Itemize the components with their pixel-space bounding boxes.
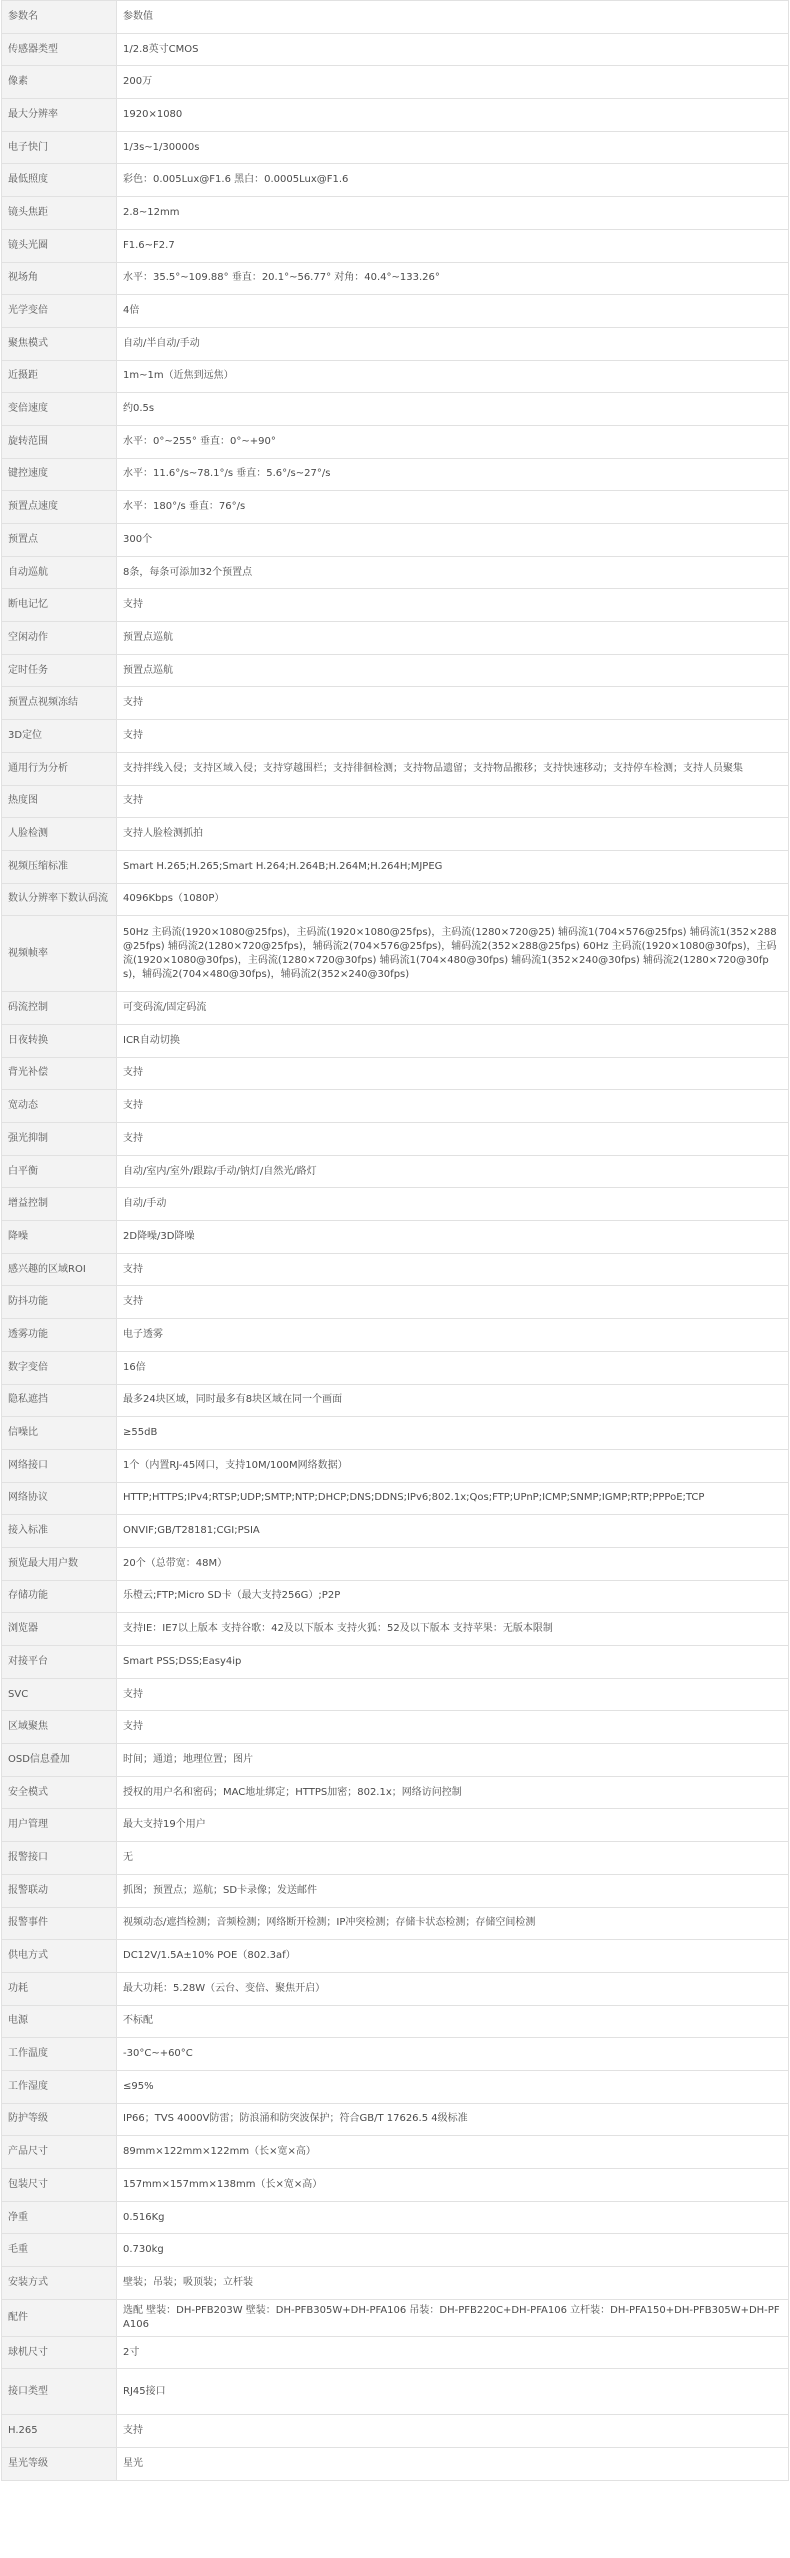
spec-value: ≥55dB [117,1417,789,1450]
spec-name: 防护等级 [2,2103,117,2136]
spec-name: 功耗 [2,1972,117,2005]
spec-row [2,327,789,360]
spec-name: 热度图 [2,785,117,818]
spec-row [2,262,789,295]
spec-row [2,2369,789,2415]
spec-value: 1/3s~1/30000s [117,131,789,164]
spec-value: 8条，每条可添加32个预置点 [117,556,789,589]
spec-value: IP66；TVS 4000V防雷；防浪涌和防突波保护；符合GB/T 17626.5 4级标准 [117,2103,789,2136]
spec-name: 供电方式 [2,1940,117,1973]
spec-value: 200万 [117,66,789,99]
spec-value: 1920×1080 [117,99,789,132]
spec-value: 预置点巡航 [117,654,789,687]
spec-name: 网络协议 [2,1482,117,1515]
spec-value: 自动/半自动/手动 [117,327,789,360]
spec-row [2,99,789,132]
spec-name: 镜头光圈 [2,229,117,262]
spec-name: 视场角 [2,262,117,295]
spec-row [2,1776,789,1809]
spec-row [2,916,789,992]
spec-row [2,1907,789,1940]
spec-name: 净重 [2,2201,117,2234]
spec-name: 浏览器 [2,1613,117,1646]
spec-name: 增益控制 [2,1188,117,1221]
spec-value: 支持 [117,720,789,753]
spec-name: 毛重 [2,2234,117,2267]
spec-name: 定时任务 [2,654,117,687]
spec-row [2,622,789,655]
spec-row [2,1188,789,1221]
spec-row [2,1449,789,1482]
spec-name: 产品尺寸 [2,2136,117,2169]
spec-name: 预置点 [2,524,117,557]
spec-row [2,654,789,687]
spec-name: 球机尺寸 [2,2336,117,2369]
spec-row [2,1874,789,1907]
spec-name: SVC [2,1678,117,1711]
spec-row [2,883,789,916]
spec-value: 最大支持19个用户 [117,1809,789,1842]
spec-value: 星光 [117,2448,789,2481]
spec-row [2,1972,789,2005]
spec-row [2,589,789,622]
spec-value: 水平：11.6°/s~78.1°/s 垂直：5.6°/s~27°/s [117,458,789,491]
spec-name: 报警联动 [2,1874,117,1907]
spec-row [2,1351,789,1384]
spec-value: 无 [117,1842,789,1875]
spec-name: 网络接口 [2,1449,117,1482]
spec-value: 20个（总带宽：48M） [117,1547,789,1580]
spec-value: 水平：35.5°~109.88° 垂直：20.1°~56.77° 对角：40.4°~133.26° [117,262,789,295]
spec-name: 接入标准 [2,1515,117,1548]
spec-value: 彩色：0.005Lux@F1.6 黑白：0.0005Lux@F1.6 [117,164,789,197]
spec-value: 支持 [117,1711,789,1744]
spec-value: ONVIF;GB/T28181;CGI;PSIA [117,1515,789,1548]
spec-name: 人脸检测 [2,818,117,851]
spec-value: 4倍 [117,295,789,328]
spec-value: 89mm×122mm×122mm（长×宽×高） [117,2136,789,2169]
spec-name: OSD信息叠加 [2,1744,117,1777]
spec-value: 最大功耗：5.28W（云台、变倍、聚焦开启） [117,1972,789,2005]
spec-row [2,1,789,34]
spec-value: 自动/室内/室外/跟踪/手动/钠灯/自然光/路灯 [117,1155,789,1188]
spec-name: 自动巡航 [2,556,117,589]
spec-row [2,2267,789,2300]
spec-name: 隐私遮挡 [2,1384,117,1417]
spec-value: 最多24块区域，同时最多有8块区域在同一个画面 [117,1384,789,1417]
spec-name: 电子快门 [2,131,117,164]
spec-value: 2寸 [117,2336,789,2369]
spec-name: 星光等级 [2,2448,117,2481]
spec-name: 透雾功能 [2,1319,117,1352]
spec-row [2,2005,789,2038]
spec-value: 支持 [117,2415,789,2448]
spec-name: 近摄距 [2,360,117,393]
spec-row [2,2070,789,2103]
spec-row [2,1940,789,1973]
spec-value: 157mm×157mm×138mm（长×宽×高） [117,2169,789,2202]
spec-value: 时间；通道；地理位置；图片 [117,1744,789,1777]
spec-name: 防抖功能 [2,1286,117,1319]
spec-value: 支持 [117,589,789,622]
spec-value: 抓图；预置点；巡航；SD卡录像；发送邮件 [117,1874,789,1907]
spec-row [2,164,789,197]
spec-row [2,524,789,557]
spec-value: 1m~1m（近焦到远焦） [117,360,789,393]
spec-value: 选配 壁装：DH-PFB203W 壁装：DH-PFB305W+DH-PFA106 吊装：DH-PFB220C+DH-PFA106 立杆装：DH-PFA150+DH-PFB305W+DH-PFA106 [117,2299,789,2336]
spec-value: Smart H.265;H.265;Smart H.264;H.264B;H.264M;H.264H;MJPEG [117,850,789,883]
spec-value: 支持 [117,687,789,720]
spec-value: 支持 [117,1253,789,1286]
spec-row [2,131,789,164]
spec-row [2,1711,789,1744]
spec-value: 可变码流/固定码流 [117,992,789,1025]
spec-value: 支持 [117,1090,789,1123]
spec-row [2,1057,789,1090]
spec-row [2,2201,789,2234]
spec-row [2,425,789,458]
spec-value: 支持 [117,785,789,818]
spec-row [2,393,789,426]
spec-value: 300个 [117,524,789,557]
spec-value: 1个（内置RJ-45网口，支持10M/100M网络数据） [117,1449,789,1482]
spec-value: HTTP;HTTPS;IPv4;RTSP;UDP;SMTP;NTP;DHCP;DNS;DDNS;IPv6;802.1x;Qos;FTP;UPnP;ICMP;SNMP;IGMP;RTP;PPPoE;TCP [117,1482,789,1515]
spec-name: 配件 [2,2299,117,2336]
spec-name: 报警事件 [2,1907,117,1940]
spec-row [2,1744,789,1777]
spec-row [2,197,789,230]
spec-value: 16倍 [117,1351,789,1384]
spec-value: 支持人脸检测抓拍 [117,818,789,851]
spec-value: 支持 [117,1286,789,1319]
spec-value: 水平：180°/s 垂直：76°/s [117,491,789,524]
spec-row [2,1286,789,1319]
spec-value: 不标配 [117,2005,789,2038]
spec-value: 授权的用户名和密码；MAC地址绑定；HTTPS加密；802.1x；网络访问控制 [117,1776,789,1809]
spec-row [2,66,789,99]
spec-row [2,1253,789,1286]
spec-name: 对接平台 [2,1646,117,1679]
spec-row [2,2299,789,2336]
spec-value: DC12V/1.5A±10% POE（802.3af） [117,1940,789,1973]
spec-value: 支持 [117,1057,789,1090]
spec-name: 镜头焦距 [2,197,117,230]
spec-name: 预览最大用户数 [2,1547,117,1580]
spec-name: 聚焦模式 [2,327,117,360]
spec-name: 用户管理 [2,1809,117,1842]
spec-name: 键控速度 [2,458,117,491]
spec-row [2,2415,789,2448]
spec-row [2,1646,789,1679]
spec-row [2,1547,789,1580]
spec-row [2,1319,789,1352]
spec-name: 视频帧率 [2,916,117,992]
spec-value: 2D降噪/3D降噪 [117,1221,789,1254]
spec-value: 预置点巡航 [117,622,789,655]
spec-row [2,491,789,524]
spec-table [1,0,789,2481]
spec-row [2,1417,789,1450]
spec-name: 3D定位 [2,720,117,753]
spec-name: 旋转范围 [2,425,117,458]
spec-row [2,1384,789,1417]
spec-name: 视频压缩标准 [2,850,117,883]
spec-value: 乐橙云;FTP;Micro SD卡（最大支持256G）;P2P [117,1580,789,1613]
spec-value: RJ45接口 [117,2369,789,2415]
spec-name: 包装尺寸 [2,2169,117,2202]
spec-row [2,1221,789,1254]
spec-row [2,1842,789,1875]
spec-row [2,556,789,589]
spec-row [2,2234,789,2267]
spec-row [2,2336,789,2369]
spec-row [2,2136,789,2169]
spec-row [2,818,789,851]
spec-value: 自动/手动 [117,1188,789,1221]
spec-name: 安装方式 [2,2267,117,2300]
spec-name: 电源 [2,2005,117,2038]
spec-name: 预置点视频冻结 [2,687,117,720]
spec-name: 宽动态 [2,1090,117,1123]
spec-row [2,2169,789,2202]
spec-row [2,1580,789,1613]
spec-value: 参数值 [117,1,789,34]
spec-name: 参数名 [2,1,117,34]
spec-name: 断电记忆 [2,589,117,622]
spec-name: 存储功能 [2,1580,117,1613]
spec-name: 安全模式 [2,1776,117,1809]
spec-value: ICR自动切换 [117,1024,789,1057]
spec-value: 支持IE：IE7以上版本 支持谷歌：42及以下版本 支持火狐：52及以下版本 支持苹果：无版本限制 [117,1613,789,1646]
spec-value: Smart PSS;DSS;Easy4ip [117,1646,789,1679]
spec-value: -30°C~+60°C [117,2038,789,2071]
spec-name: 数字变倍 [2,1351,117,1384]
spec-value: 支持拌线入侵；支持区域入侵；支持穿越围栏；支持徘徊检测；支持物品遗留；支持物品搬移；支持快速移动；支持停车检测；支持人员聚集 [117,752,789,785]
spec-row [2,1123,789,1156]
spec-row [2,2103,789,2136]
spec-row [2,1613,789,1646]
spec-name: 背光补偿 [2,1057,117,1090]
spec-name: 工作温度 [2,2038,117,2071]
spec-name: 日夜转换 [2,1024,117,1057]
spec-value: 壁装；吊装；吸顶装；立杆装 [117,2267,789,2300]
spec-name: 空闲动作 [2,622,117,655]
spec-name: 报警接口 [2,1842,117,1875]
spec-row [2,785,789,818]
spec-value: 2.8~12mm [117,197,789,230]
spec-value: 0.516Kg [117,2201,789,2234]
spec-row [2,687,789,720]
spec-value: 4096Kbps（1080P） [117,883,789,916]
spec-row [2,229,789,262]
spec-row [2,850,789,883]
spec-row [2,33,789,66]
spec-value: 支持 [117,1123,789,1156]
spec-row [2,1024,789,1057]
spec-name: 数认分辨率下数认码流 [2,883,117,916]
spec-row [2,1809,789,1842]
spec-row [2,2448,789,2481]
spec-row [2,992,789,1025]
spec-value: 约0.5s [117,393,789,426]
spec-name: 传感器类型 [2,33,117,66]
spec-row [2,458,789,491]
spec-name: 变倍速度 [2,393,117,426]
spec-value: ≤95% [117,2070,789,2103]
spec-name: 工作湿度 [2,2070,117,2103]
spec-row [2,1482,789,1515]
spec-name: 预置点速度 [2,491,117,524]
spec-table-body [2,1,789,2481]
spec-value: 支持 [117,1678,789,1711]
spec-name: 白平衡 [2,1155,117,1188]
spec-name: 强光抑制 [2,1123,117,1156]
spec-name: 像素 [2,66,117,99]
spec-value: 水平：0°~255° 垂直：0°~+90° [117,425,789,458]
spec-value: 视频动态/遮挡检测；音频检测；网络断开检测；IP冲突检测；存储卡状态检测；存储空间检测 [117,1907,789,1940]
spec-name: 降噪 [2,1221,117,1254]
spec-value: 电子透雾 [117,1319,789,1352]
spec-name: H.265 [2,2415,117,2448]
spec-row [2,360,789,393]
spec-name: 码流控制 [2,992,117,1025]
spec-row [2,1155,789,1188]
spec-value: 1/2.8英寸CMOS [117,33,789,66]
spec-row [2,2038,789,2071]
spec-row [2,720,789,753]
spec-value: 0.730kg [117,2234,789,2267]
spec-name: 光学变倍 [2,295,117,328]
spec-value: 50Hz 主码流(1920×1080@25fps)，主码流(1920×1080@25fps)，主码流(1280×720@25) 辅码流1(704×576@25fps) 辅码流1(352×288@25fps) 辅码流2(1280×720@25fps)，辅码流2(704×576@25fps)，辅码流2(352×288@25fps) 60Hz 主码流(1920×1080@30fps)，主码流(1920×1080@30fps)，主码流(1280×720@30fps) 辅码流1(704×480@30fps) 辅码流1(352×240@30fps) 辅码流2(1280×720@30fps)，辅码流2(704×480@30fps)，辅码流2(352×240@30fps) [117,916,789,992]
spec-value: F1.6~F2.7 [117,229,789,262]
spec-name: 通用行为分析 [2,752,117,785]
spec-name: 最大分辨率 [2,99,117,132]
spec-name: 区域聚焦 [2,1711,117,1744]
spec-row [2,1090,789,1123]
spec-row [2,752,789,785]
spec-row [2,1515,789,1548]
spec-name: 接口类型 [2,2369,117,2415]
spec-row [2,295,789,328]
spec-row [2,1678,789,1711]
spec-name: 感兴趣的区域ROI [2,1253,117,1286]
spec-name: 信噪比 [2,1417,117,1450]
spec-name: 最低照度 [2,164,117,197]
